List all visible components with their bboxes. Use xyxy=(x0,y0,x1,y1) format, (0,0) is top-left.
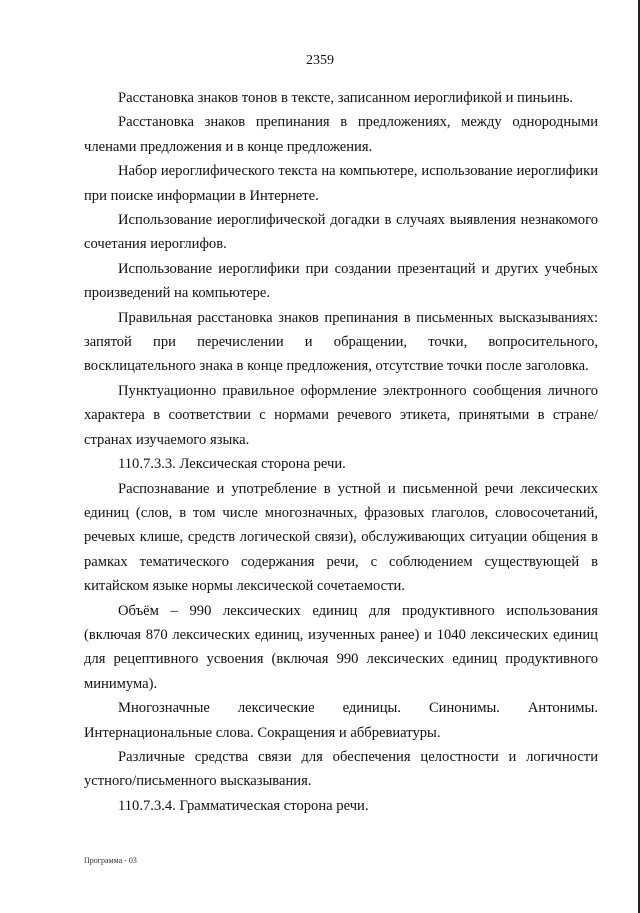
section-heading-lexical: 110.7.3.3. Лексическая сторона речи. xyxy=(118,456,346,473)
paragraph-polysemy: Многозначные лексические единицы. Синонимы. Антонимы. Интернациональные слова. Сокращения и аббревиатуры. xyxy=(84,700,598,741)
section-heading-grammar: 110.7.3.4. Грамматическая сторона речи. xyxy=(118,797,369,814)
page-footer: Программа - 03 xyxy=(84,856,137,865)
paragraph-lexical-recognition: Распознавание и употребление в устной и письменной речи лексических единиц (слов, в том числе многозначных, фразовых глаголов, словосочетаний, речевых клише, средств логической связи), обслуживающих ситуации общения в рамках тематического содержания речи, с соблюдением существующей в китайском языке нормы лексической сочетаемости. xyxy=(84,480,598,595)
paragraph-presentations: Использование иероглифики при создании презентаций и других учебных произведений на компьютере. xyxy=(84,260,598,302)
paragraph-electronic-message: Пунктуационно правильное оформление электронного сообщения личного характера в соответствии с нормами речевого этикета, принятыми в стране/странах изучаемого языка. xyxy=(84,382,598,448)
paragraph-typing: Набор иероглифического текста на компьютере, использование иероглифики при поиске информации в Интернете. xyxy=(84,163,598,204)
paragraph-cohesion: Различные средства связи для обеспечения целостности и логичности устного/письменного высказывания. xyxy=(84,748,598,790)
paragraph-lexical-volume: Объём – 990 лексических единиц для продуктивного использования (включая 870 лексических единиц, изученных ранее) и 1040 лексических единиц для рецептивного усвоения (включая 990 лексических единиц продуктивного минимума). xyxy=(84,602,598,692)
paragraph-punctuation: Расстановка знаков препинания в предложениях, между однородными членами предложения и в конце предложения. xyxy=(84,114,598,155)
page-number: 2359 xyxy=(306,53,334,68)
paragraph-guessing: Использование иероглифической догадки в случаях выявления незнакомого сочетания иероглифов. xyxy=(84,212,598,253)
paragraph-tone-marks: Расстановка знаков тонов в тексте, записанном иероглификой и пиньинь. xyxy=(118,90,574,106)
paragraph-written-punctuation: Правильная расстановка знаков препинания в письменных высказываниях: запятой при перечислении и обращении, точки, вопросительного, восклицательного знака в конце предложения, отсутствие точки после заголовка. xyxy=(84,309,598,375)
document-body xyxy=(84,86,598,818)
